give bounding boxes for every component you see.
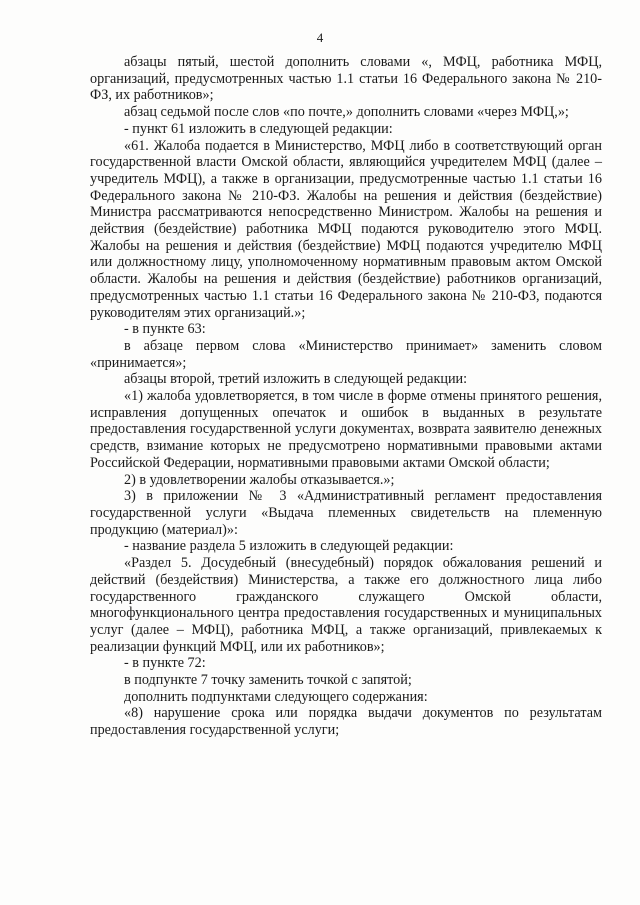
paragraph: - в пункте 72: [124,655,206,672]
document-body [90,54,602,739]
paragraph: в абзаце первом слова «Министерство принимает» заменить словом «принимается»; [90,337,602,371]
paragraph: 2) в удовлетворении жалобы отказывается.»; [124,471,395,488]
paragraph: абзацы пятый, шестой дополнить словами «, МФЦ, работника МФЦ, организаций, предусмотренных частью 1.1 статьи 16 Федерального закона № 210-ФЗ, их работников»; [90,54,602,104]
paragraph: абзац седьмой после слов «по почте,» дополнить словами «через МФЦ,»; [124,104,569,121]
paragraph: абзацы второй, третий изложить в следующей редакции: [124,371,468,388]
paragraph: «8) нарушение срока или порядка выдачи документов по результатам предоставления государственной услуги; [90,705,602,739]
paragraph: «61. Жалоба подается в Министерство, МФЦ либо в соответствующий орган государственной власти Омской области, являющийся учредителем МФЦ (далее – учредитель МФЦ), а также в организации, предусмотренные частью 1.1 статьи 16 Федерального закона № 210-ФЗ. Жалобы на решения и действия (бездействие) Министра рассматриваются непосредственно Министром. Жалобы на решения и действия (бездействие) работника МФЦ подаются руководителю этого МФЦ. Жалобы на решения и действия (бездействие) МФЦ подаются учредителю МФЦ или должностному лицу, уполномоченному нормативным правовым актом Омской области. Жалобы на решения и действия (бездействие) работников организаций, предусмотренных частью 1.1 статьи 16 Федерального закона № 210-ФЗ, подаются руководителям этих организаций.»; [90,137,602,321]
paragraph: «Раздел 5. Досудебный (внесудебный) порядок обжалования решений и действий (бездействия) Министерства, а также его должностного лица либо государственного гражданского служащего Омской области, многофункционального центра предоставления государственных и муниципальных услуг (далее – МФЦ), работника МФЦ, а также организаций, привлекаемых к реализации функций МФЦ, или их работников»; [90,555,602,655]
page-number: 4 [316,30,324,45]
paragraph: дополнить подпунктами следующего содержания: [124,688,428,705]
paragraph: в подпункте 7 точку заменить точкой с запятой; [124,672,412,689]
paragraph: 3) в приложении № 3 «Административный регламент предоставления государственной услуги «Выдача племенных свидетельств на племенную продукцию (материал)»: [90,488,602,538]
paragraph: - название раздела 5 изложить в следующей редакции: [124,538,454,555]
paragraph: - в пункте 63: [124,321,206,338]
paragraph: «1) жалоба удовлетворяется, в том числе в форме отмены принятого решения, исправления допущенных опечаток и ошибок в выданных в результате предоставления государственной услуги документах, возврата заявителю денежных средств, взимание которых не предусмотрено нормативными правовыми актами Российской Федерации, нормативными правовыми актами Омской области; [90,388,602,471]
paragraph: - пункт 61 изложить в следующей редакции: [124,120,393,137]
